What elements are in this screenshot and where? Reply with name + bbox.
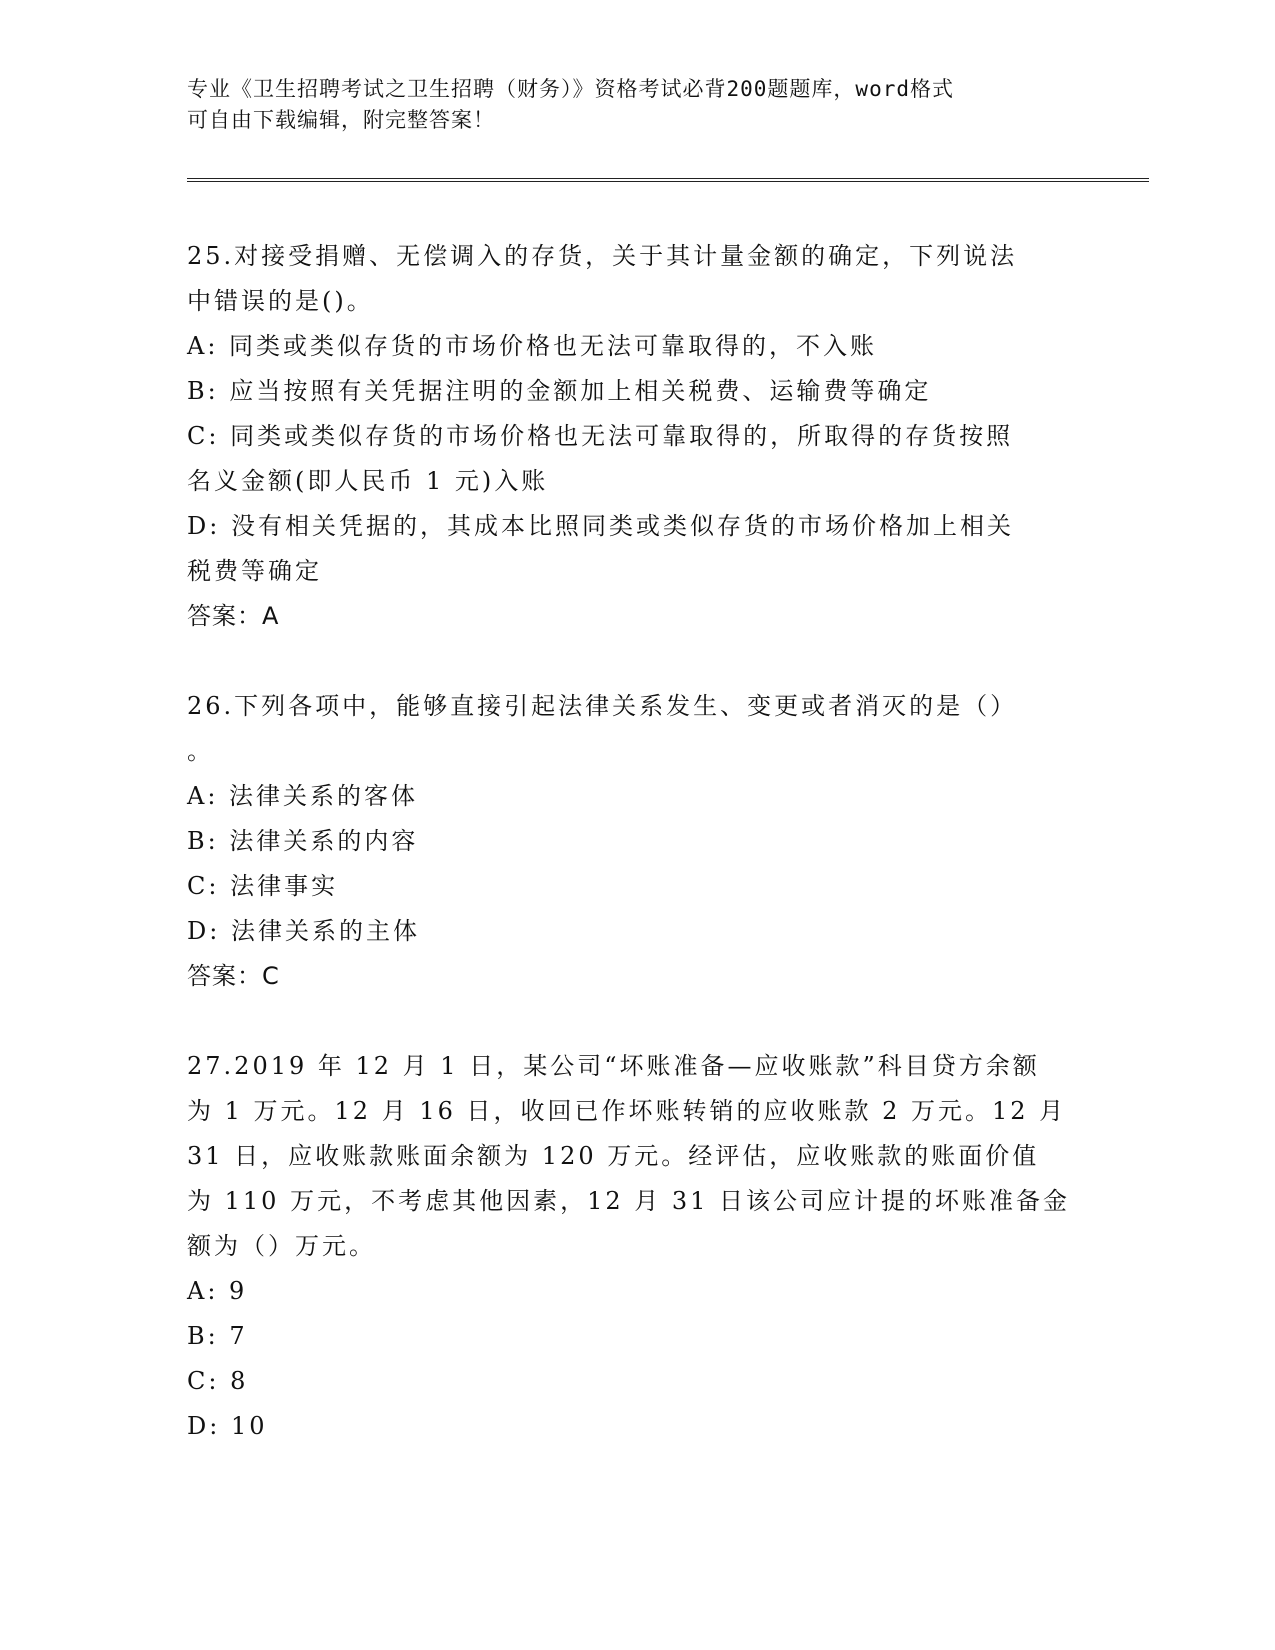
header-line-1: 专业《卫生招聘考试之卫生招聘（财务）》资格考试必背200题题库，word格式: [187, 77, 954, 101]
answer-label: 答案：C: [187, 962, 280, 990]
option-b: B: 法律关系的内容: [187, 827, 419, 855]
question-spacer: [187, 639, 1087, 684]
option-a: A: 法律关系的客体: [187, 782, 419, 810]
question-stem-line: 为 110 万元，不考虑其他因素，12 月 31 日该公司应计提的坏账准备金: [187, 1187, 1071, 1215]
question-27: [187, 1044, 1087, 1449]
document-header: [187, 74, 1087, 136]
question-26: [187, 684, 1087, 999]
option-c: C: 法律事实: [187, 872, 339, 900]
answer-label: 答案：A: [187, 602, 280, 630]
option-b: B: 应当按照有关凭据注明的金额加上相关税费、运输费等确定: [187, 377, 932, 405]
question-spacer: [187, 999, 1087, 1044]
header-line-2: 可自由下载编辑，附完整答案！: [187, 108, 495, 132]
option-a: A: 同类或类似存货的市场价格也无法可靠取得的，不入账: [187, 332, 878, 360]
option-c: C: 8: [187, 1367, 249, 1395]
header-divider: [187, 178, 1149, 182]
question-25: [187, 234, 1087, 639]
option-a: A: 9: [187, 1277, 248, 1305]
question-stem-line: 26.下列各项中，能够直接引起法律关系发生、变更或者消灭的是（）: [187, 692, 1018, 720]
question-stem-line: 。: [187, 737, 214, 765]
question-stem-line: 中错误的是()。: [187, 287, 374, 315]
option-c: C: 同类或类似存货的市场价格也无法可靠取得的，所取得的存货按照: [187, 422, 1014, 450]
option-d: D: 法律关系的主体: [187, 917, 420, 945]
question-stem-line: 为 1 万元。12 月 16 日，收回已作坏账转销的应收账款 2 万元。12 月: [187, 1097, 1067, 1125]
option-d: D: 10: [187, 1412, 268, 1440]
question-stem-line: 25.对接受捐赠、无偿调入的存货，关于其计量金额的确定，下列说法: [187, 242, 1018, 270]
question-stem-line: 31 日，应收账款账面余额为 120 万元。经评估，应收账款的账面价值: [187, 1142, 1040, 1170]
question-stem-line: 27.2019 年 12 月 1 日，某公司“坏账准备—应收账款”科目贷方余额: [187, 1052, 1040, 1080]
question-list: [187, 234, 1087, 1449]
question-stem-line: 额为（）万元。: [187, 1232, 376, 1260]
option-c-continued: 名义金额(即人民币 1 元)入账: [187, 467, 549, 495]
option-d-continued: 税费等确定: [187, 557, 322, 585]
option-b: B: 7: [187, 1322, 248, 1350]
option-d: D: 没有相关凭据的，其成本比照同类或类似存货的市场价格加上相关: [187, 512, 1014, 540]
